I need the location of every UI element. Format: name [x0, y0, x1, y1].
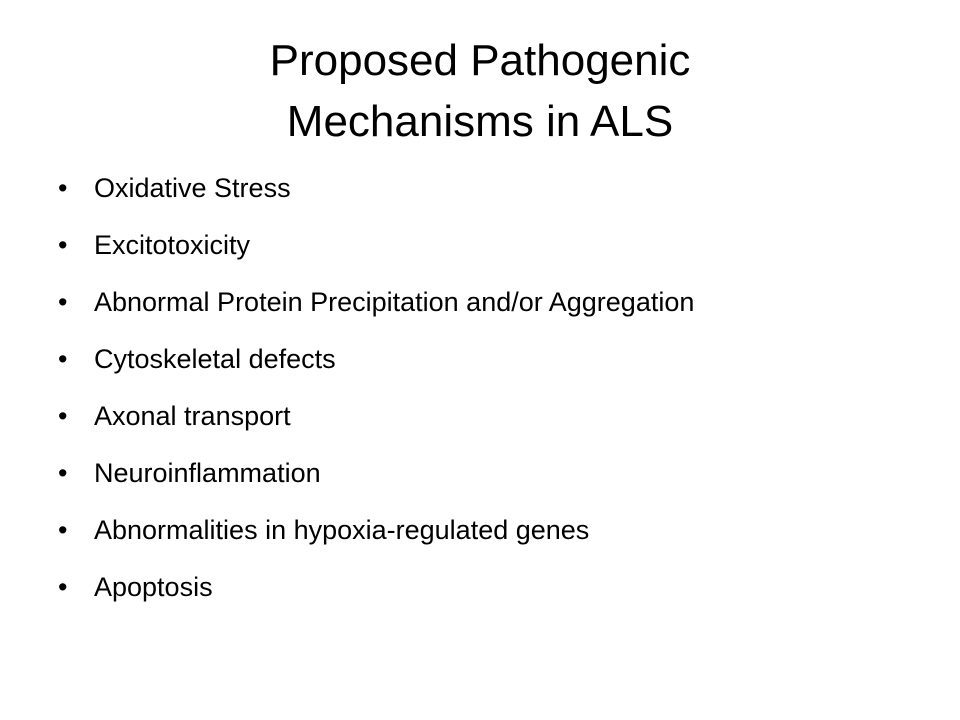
- slide-title: [80, 30, 880, 152]
- bullet-item: [58, 343, 898, 376]
- bullet-text: Abnormal Protein Precipitation and/or Aggregation: [94, 287, 695, 317]
- bullet-icon: •: [58, 287, 68, 317]
- bullet-item: [58, 400, 898, 433]
- bullet-icon: •: [58, 458, 68, 488]
- bullet-text: Neuroinflammation: [94, 458, 321, 488]
- bullet-text: Oxidative Stress: [94, 173, 291, 203]
- bullet-icon: •: [58, 173, 68, 203]
- bullet-list: [58, 172, 898, 628]
- bullet-text: Abnormalities in hypoxia-regulated genes: [94, 515, 590, 545]
- bullet-item: [58, 286, 898, 319]
- bullet-item: [58, 457, 898, 490]
- bullet-item: [58, 571, 898, 604]
- title-line-1: Proposed Pathogenic: [269, 36, 691, 85]
- bullet-text: Excitotoxicity: [94, 230, 251, 260]
- bullet-text: Apoptosis: [94, 572, 213, 602]
- bullet-icon: •: [58, 572, 68, 602]
- bullet-item: [58, 229, 898, 262]
- bullet-text: Cytoskeletal defects: [94, 344, 336, 374]
- bullet-icon: •: [58, 344, 68, 374]
- bullet-text: Axonal transport: [94, 401, 291, 431]
- bullet-icon: •: [58, 515, 68, 545]
- title-line-2: Mechanisms in ALS: [286, 97, 674, 146]
- bullet-icon: •: [58, 401, 68, 431]
- bullet-item: [58, 172, 898, 205]
- bullet-icon: •: [58, 230, 68, 260]
- bullet-item: [58, 514, 898, 547]
